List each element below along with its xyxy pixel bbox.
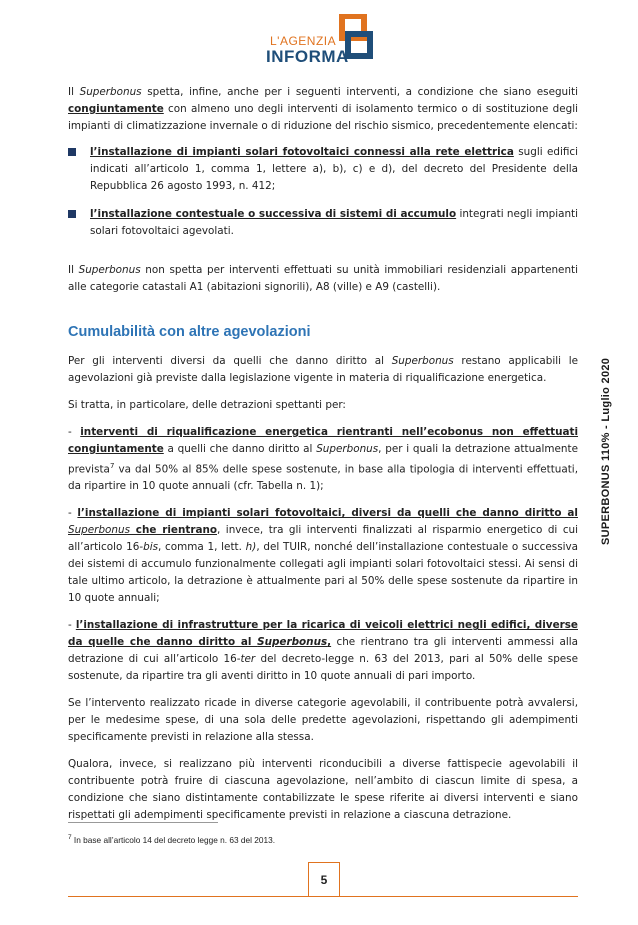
bold-text: l’installazione contestuale o successiva di sistemi di accumulo — [90, 208, 457, 220]
text: Per gli interventi diversi da quelli che danno diritto al — [68, 355, 392, 367]
bold-text: l’installazione di impianti solari fotovoltaici, diversi da quelli che danno diritto al — [77, 507, 578, 520]
footnote-text: In base all’articolo 14 del decreto legge n. 63 del 2013. — [71, 834, 276, 845]
bold-text: l’installazione di impianti solari fotovoltaici connessi alla rete elettrica — [90, 146, 514, 158]
bold-italic-text: Superbonus — [257, 636, 328, 649]
list-item — [68, 206, 578, 240]
logo-squares-icon — [338, 14, 374, 60]
text: del decreto-legge n. 63 del 2013, pari al 50% delle spese sostenute, da ripartire tra gli aventi diritto in 10 quote annuali di pari importo. — [68, 653, 578, 683]
text: - — [68, 619, 76, 632]
page-bottom-rule — [68, 896, 578, 897]
footnote — [68, 834, 275, 845]
italic-text: Superbonus — [78, 264, 141, 276]
text: , del TUIR, nonché dell’installazione contestuale o successiva dei sistemi di accumulo funzionalmente collegati agli impianti solari fotovoltaici stessi. Ai sensi di tale ultimo articolo, la detrazione è attualmente pari al 50% delle spese sostenute da ripartire in 10 quote annuali; — [68, 541, 579, 605]
text: sugli edifici indicati all’articolo 1, comma 1, lettere a), b), c) e d), del decreto del Presidente della Repubblica 26 agosto 1993, n. 412; — [90, 146, 579, 192]
agenzia-informa-logo — [262, 14, 382, 66]
italic-text: Superbonus — [391, 355, 454, 367]
text: - — [68, 507, 78, 520]
footnote-ref: 7 — [109, 462, 115, 470]
list-item — [68, 144, 578, 195]
section-heading: Cumulabilità con altre agevolazioni — [68, 324, 311, 340]
intro-paragraph — [68, 84, 578, 135]
square-bullet-icon — [68, 210, 76, 218]
text: spetta, infine, anche per i seguenti interventi, a condizione che siano eseguiti — [141, 86, 578, 98]
square-bullet-icon — [68, 148, 76, 156]
sidebar-doc-title: SUPERBONUS 110% - Luglio 2020 — [600, 357, 612, 545]
bullet-list — [68, 144, 578, 240]
paragraph: Qualora, invece, si realizzano più interventi riconducibili a diverse fattispecie agevolabili il contribuente potrà fruire di ciascuna agevolazione, nell’ambito di ciascun limite di spesa, a condizione che siano distintamente contabilizzate le spese riferite ai diversi interventi e siano rispettati gli adempimenti specificamente previsti in relazione a ciascuna detrazione. — [68, 758, 578, 822]
logo-line2: INFORMA — [266, 47, 349, 66]
exclusion-paragraph — [68, 262, 578, 296]
footnote-number: 7 — [68, 834, 72, 841]
paragraph: Si tratta, in particolare, delle detrazioni spettanti per: — [68, 399, 346, 411]
text: a quelli che danno diritto al — [163, 443, 317, 455]
italic-text: ter — [240, 653, 256, 666]
text: Il — [68, 264, 79, 276]
paragraph — [68, 617, 578, 685]
italic-text: Superbonus — [316, 443, 379, 455]
text: , per i quali la detrazione attualmente prevista — [68, 443, 578, 476]
text: non spetta per interventi effettuati su unità immobiliari residenziali appartenenti alle categorie catastali A1 (abitazioni signorili), A8 (ville) e A9 (castelli). — [68, 264, 578, 293]
text: con almeno uno degli interventi di isolamento termico o di sostituzione degli impianti di climatizzazione invernale o di riduzione del rischio sismico, precedentemente elencati: — [68, 103, 578, 132]
paragraph — [68, 505, 578, 607]
bold-text: che rientrano — [129, 524, 217, 537]
text: restano applicabili le agevolazioni già previste dalla legislazione vigente in materia di riqualificazione energetica. — [68, 355, 578, 384]
text: Il — [68, 86, 80, 98]
bold-text: , — [327, 636, 332, 649]
text: integrati negli impianti solari fotovoltaici agevolati. — [90, 208, 578, 237]
page-number: 5 — [308, 862, 340, 897]
bold-text: l’installazione di infrastrutture per la ricarica di veicoli elettrici negli edifici, diverse da quelle che danno diritto al — [68, 619, 578, 649]
bold-text: interventi di riqualificazione energetica rientranti nell’ecobonus non effettuati congiuntamente — [68, 426, 579, 455]
text: va dal 50% al 85% delle spese sostenute, in base alla tipologia di interventi effettuati, da ripartire in 10 quote annuali (cfr. Tabella n. 1); — [68, 463, 578, 493]
footnote-divider — [68, 822, 218, 823]
paragraph: Se l’intervento realizzato ricade in diverse categorie agevolabili, il contribuente potrà avvalersi, per le medesime spese, di una sola delle predette agevolazioni, rispettando gli adempimenti specificamente previsti in relazione alla stessa. — [68, 697, 578, 744]
text: , comma 1, lett. — [158, 541, 246, 554]
text: , invece, tra gli interventi finalizzati al risparmio energetico di cui all’articolo 16- — [68, 524, 579, 554]
paragraph — [68, 424, 578, 495]
italic-text: bis — [143, 541, 158, 554]
text: - — [68, 426, 81, 438]
italic-text: Superbonus — [79, 86, 142, 98]
bold-text: congiuntamente — [68, 103, 164, 115]
bold-italic-text: Superbonus — [68, 524, 130, 537]
italic-text: h) — [245, 541, 257, 554]
page-content — [68, 84, 578, 824]
paragraph — [68, 353, 578, 387]
text: che rientrano tra gli interventi ammessi alla detrazione di cui all’articolo 16- — [68, 636, 578, 666]
logo-line1: L'AGENZIA — [270, 34, 337, 48]
